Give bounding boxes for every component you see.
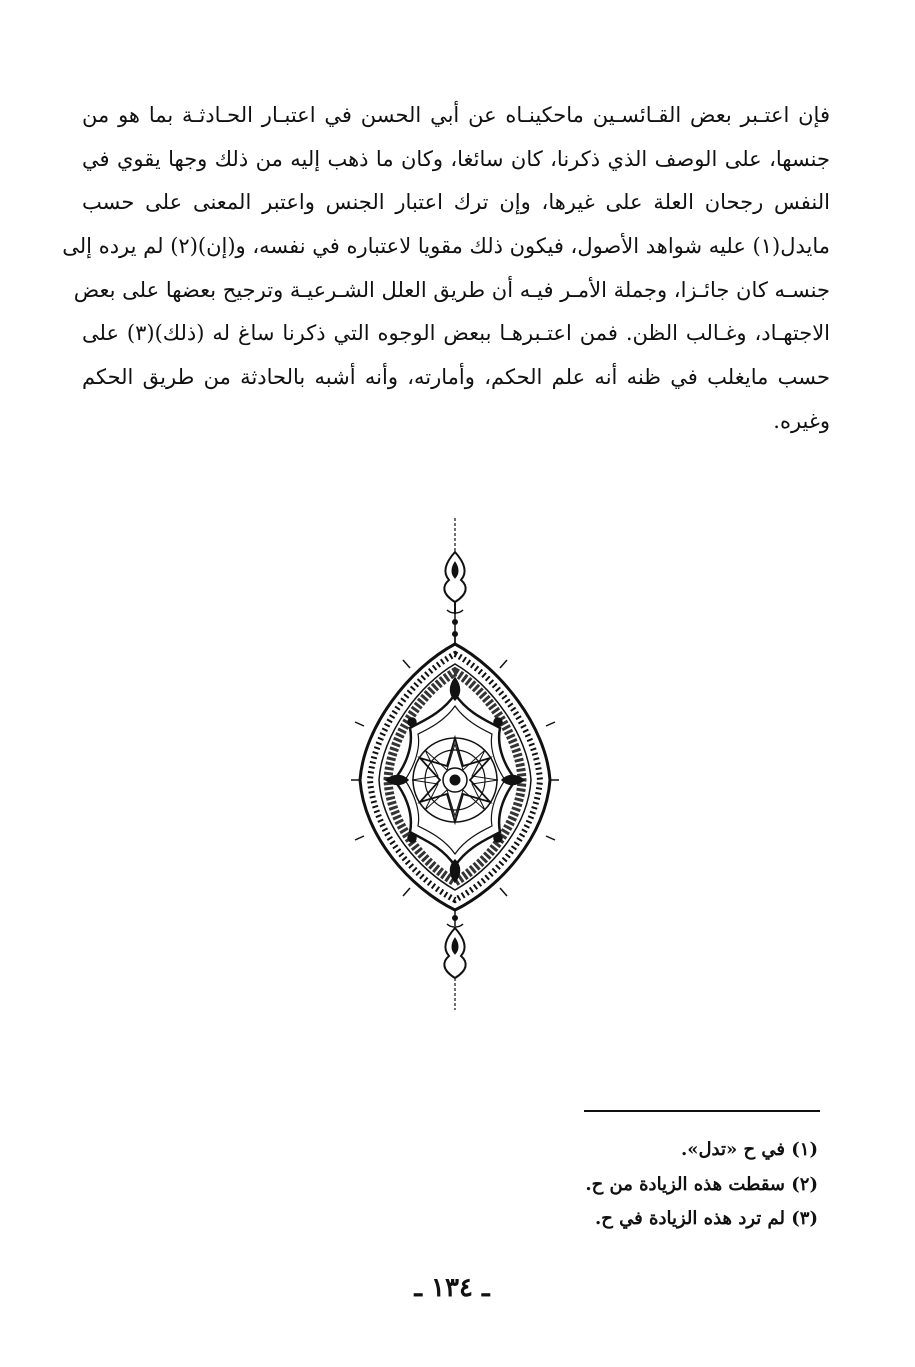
text-line-1: فإن اعتـبر بعض القـائسـين ماحكينـاه عن أبي الحسن في اعتبـار الحـادثـة بما هو من — [82, 103, 830, 127]
footnote-3: (٣) لم ترد هذه الزيادة في ح. — [595, 1208, 818, 1229]
arabesque-medallion-icon — [350, 518, 560, 1010]
main-text-block — [62, 94, 830, 444]
footnote-separator — [584, 1110, 820, 1112]
text-line-5: جنسـه كان جائـزا، وجملة الأمـر فيـه أن طريق العلل الشـرعيـة وترجيح بعضها على بعض — [73, 277, 830, 302]
page-number: ـ ١٣٤ ـ — [414, 1273, 490, 1303]
text-line-8: وغيره. — [773, 408, 830, 433]
text-line-6: الاجتهـاد، وغـالب الظن. فمن اعتـبرهـا ببعض الوجوه التي ذكرنا ساغ له (ذلك)(٣) على — [82, 321, 830, 346]
text-line-4: مايدل(١) عليه شواهد الأصول، فيكون ذلك مقويا لاعتباره في نفسه، و(إن)(٢) لم يرده إلى — [62, 234, 830, 259]
footnote-1: (١) في ح «تدل». — [680, 1139, 818, 1160]
text-line-2: جنسها، على الوصف الذي ذكرنا، كان سائغا، وكان ما ذهب إليه من ذلك وجها يقوي في — [82, 146, 830, 171]
footnote-2: (٢) سقطت هذه الزيادة من ح. — [585, 1173, 818, 1195]
footnotes-block — [400, 1133, 818, 1237]
text-line-3: النفس رجحان العلة على غيرها، وإن ترك اعتبار الجنس واعتبر المعنى على حسب — [82, 190, 830, 215]
text-line-7: حسب مايغلب في ظنه أنه علم الحكم، وأمارته، وأنه أشبه بالحادثة من طريق الحكم — [82, 365, 830, 390]
